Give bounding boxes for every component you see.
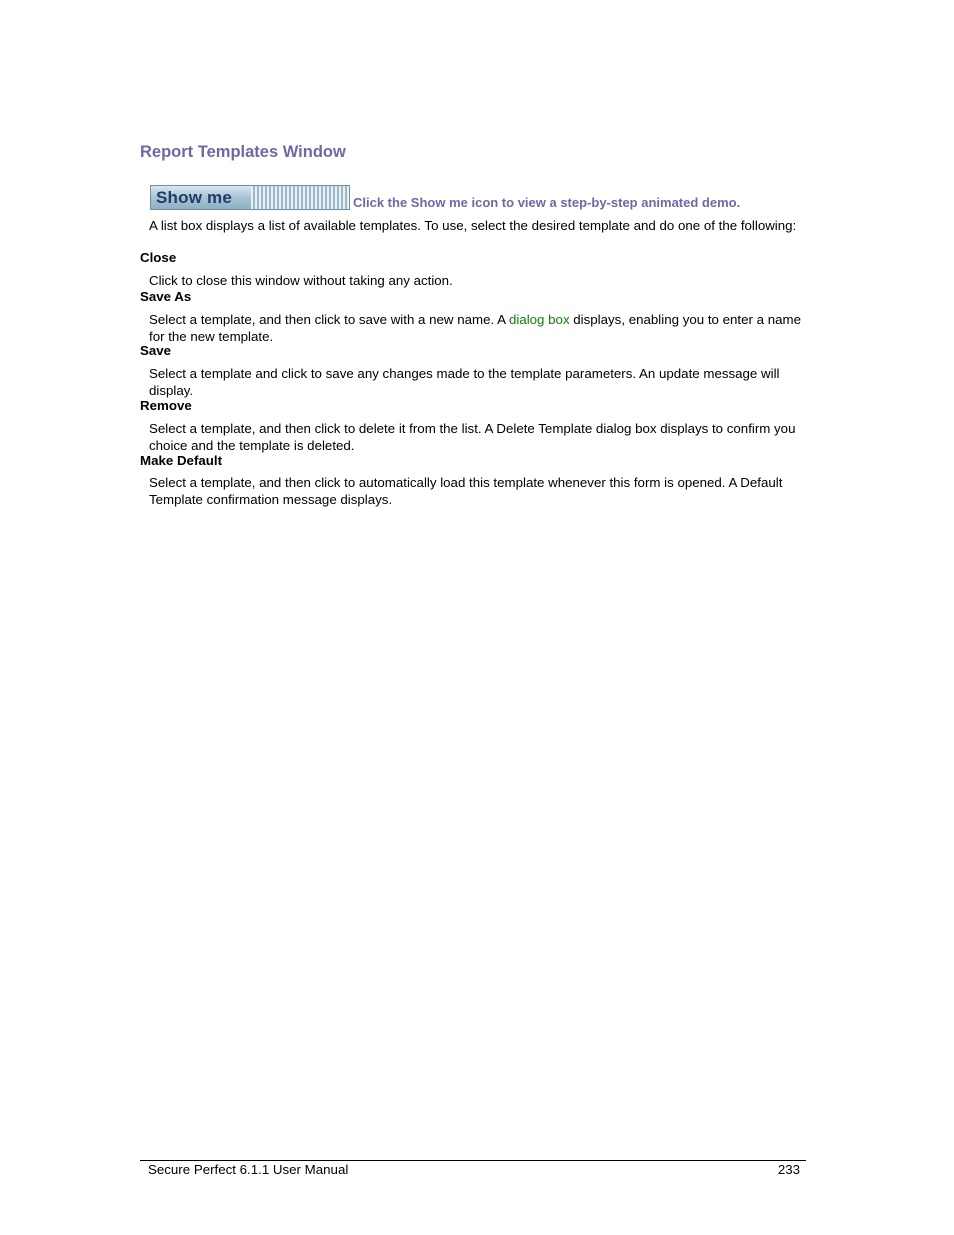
desc-close: Click to close this window without taking any action. xyxy=(149,273,453,288)
show-me-button[interactable] xyxy=(150,185,350,210)
show-me-label: Show me xyxy=(156,188,233,207)
desc-make-default: Select a template, and then click to automatically load this template whenever this form is opened. A Default Template confirmation message displays. xyxy=(149,475,783,507)
footer-page-number: 233 xyxy=(777,1162,800,1177)
page-title: Report Templates Window xyxy=(140,143,346,161)
intro-paragraph: A list box displays a list of available templates. To use, select the desired template and do one of the following: xyxy=(149,218,797,233)
term-remove: Remove xyxy=(140,398,192,413)
term-save-as: Save As xyxy=(140,289,192,304)
show-me-stripes xyxy=(251,186,350,209)
footer-divider xyxy=(140,1160,806,1161)
desc-save: Select a template and click to save any changes made to the template parameters. An update message will display. xyxy=(149,366,780,398)
show-me-caption: Click the Show me icon to view a step-by-step animated demo. xyxy=(353,195,741,210)
term-save: Save xyxy=(140,343,172,358)
showme-row xyxy=(150,184,740,210)
term-close: Close xyxy=(140,250,177,265)
term-make-default: Make Default xyxy=(140,453,223,468)
dialog-box-link[interactable]: dialog box xyxy=(508,312,570,327)
desc-remove: Select a template, and then click to delete it from the list. A Delete Template dialog box displays to confirm you choice and the template is deleted. xyxy=(149,421,796,453)
desc-save-as xyxy=(149,312,809,345)
footer-manual-title: Secure Perfect 6.1.1 User Manual xyxy=(148,1162,349,1177)
desc-save-as-text-1: Select a template, and then click to save with a new name. A xyxy=(149,312,509,327)
desc-save-as-text-2: displays, enabling you to enter a name for the new template. xyxy=(149,312,801,344)
